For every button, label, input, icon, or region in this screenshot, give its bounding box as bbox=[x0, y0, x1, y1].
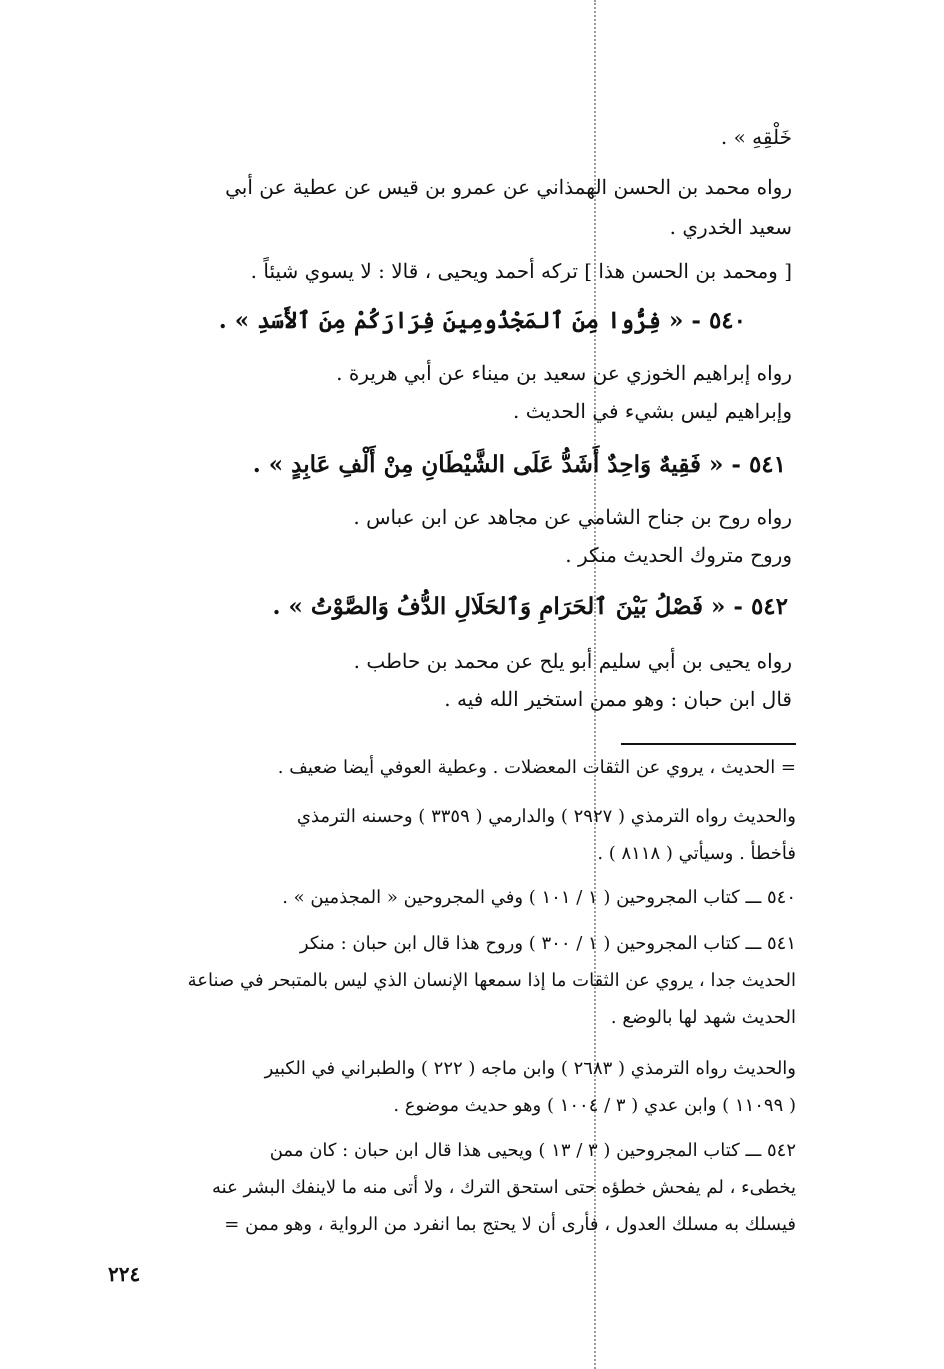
footnote-540: ٥٤٠ ـــ كتاب المجروحين ( ١ / ١٠١ ) وفي المجروحين « المجذمين » . bbox=[282, 887, 796, 908]
text-line: خَلْقِهِ » . bbox=[720, 125, 792, 149]
text-line: رواه إبراهيم الخوزي عن سعيد بن ميناء عن أبي هريرة . bbox=[336, 361, 792, 385]
page-number: ٢٢٤ bbox=[108, 1262, 141, 1286]
footnote-line: الحديث شهد لها بالوضع . bbox=[610, 1007, 796, 1028]
text-line: رواه محمد بن الحسن الهمذاني عن عمرو بن قيس عن عطية عن أبي bbox=[225, 175, 792, 199]
hadith-540: ٥٤٠ - « فِرُّوا مِنَ ٱلمَجْذُومِينَ فِرَارَكُمْ مِنَ ٱلأَسَدِ » . bbox=[218, 307, 746, 334]
text-line: [ ومحمد بن الحسن هذا ] تركه أحمد ويحيى ، قالا : لا يسوي شيئاً . bbox=[250, 259, 792, 283]
footnote-line: يخطىء ، لم يفحش خطؤه حتى استحق الترك ، ولا أتى منه ما لاينفك البشر عنه bbox=[212, 1177, 796, 1198]
text-line: وروح متروك الحديث منكر . bbox=[565, 543, 792, 567]
hadith-542: ٥٤٢ - « فَصْلُ بَيْنَ ٱلحَرَامِ وَٱلحَلَالِ الدُّفُ وَالصَّوْتُ » . bbox=[272, 593, 788, 620]
text-line: رواه روح بن جناح الشامي عن مجاهد عن ابن عباس . bbox=[353, 505, 792, 529]
footnote-line: ( ١١٠٩٩ ) وابن عدي ( ٣ / ١٠٠٤ ) وهو حديث موضوع . bbox=[393, 1095, 796, 1116]
text-line: سعيد الخدري . bbox=[669, 215, 792, 239]
footnote-line: والحديث رواه الترمذي ( ٢٩٢٧ ) والدارمي ( ٣٣٥٩ ) وحسنه الترمذي bbox=[296, 806, 796, 827]
footnote-line: = الحديث ، يروي عن الثقات المعضلات . وعطية العوفي أيضا ضعيف . bbox=[277, 757, 796, 778]
hadith-541: ٥٤١ - « فَقِيهٌ وَاحِدٌ أَشَدُّ عَلَى الشَّيْطَانِ مِنْ أَلْفِ عَابِدٍ » . bbox=[252, 451, 786, 478]
footnote-541: ٥٤١ ـــ كتاب المجروحين ( ١ / ٣٠٠ ) وروح هذا قال ابن حبان : منكر bbox=[299, 933, 796, 954]
footnote-line: والحديث رواه الترمذي ( ٢٦٨٣ ) وابن ماجه ( ٢٢٢ ) والطبراني في الكبير bbox=[264, 1058, 796, 1079]
footnote-line: فيسلك به مسلك العدول ، فأرى أن لا يحتج بما انفرد من الرواية ، وهو ممن = bbox=[224, 1214, 796, 1235]
footnote-separator bbox=[621, 743, 796, 745]
footnote-542: ٥٤٢ ـــ كتاب المجروحين ( ٣ / ١٣ ) ويحيى هذا قال ابن حبان : كان ممن bbox=[269, 1140, 796, 1161]
text-line: وإبراهيم ليس بشيء في الحديث . bbox=[512, 399, 792, 423]
footnote-line: فأخطأ . وسيأتي ( ٨١١٨ ) . bbox=[597, 843, 796, 864]
text-line: رواه يحيى بن أبي سليم أبو يلح عن محمد بن حاطب . bbox=[353, 649, 792, 673]
text-line: قال ابن حبان : وهو ممن استخير الله فيه . bbox=[444, 687, 792, 711]
footnote-line: الحديث جدا ، يروي عن الثقات ما إذا سمعها الإنسان الذي ليس بالمتبحر في صناعة bbox=[187, 970, 796, 991]
